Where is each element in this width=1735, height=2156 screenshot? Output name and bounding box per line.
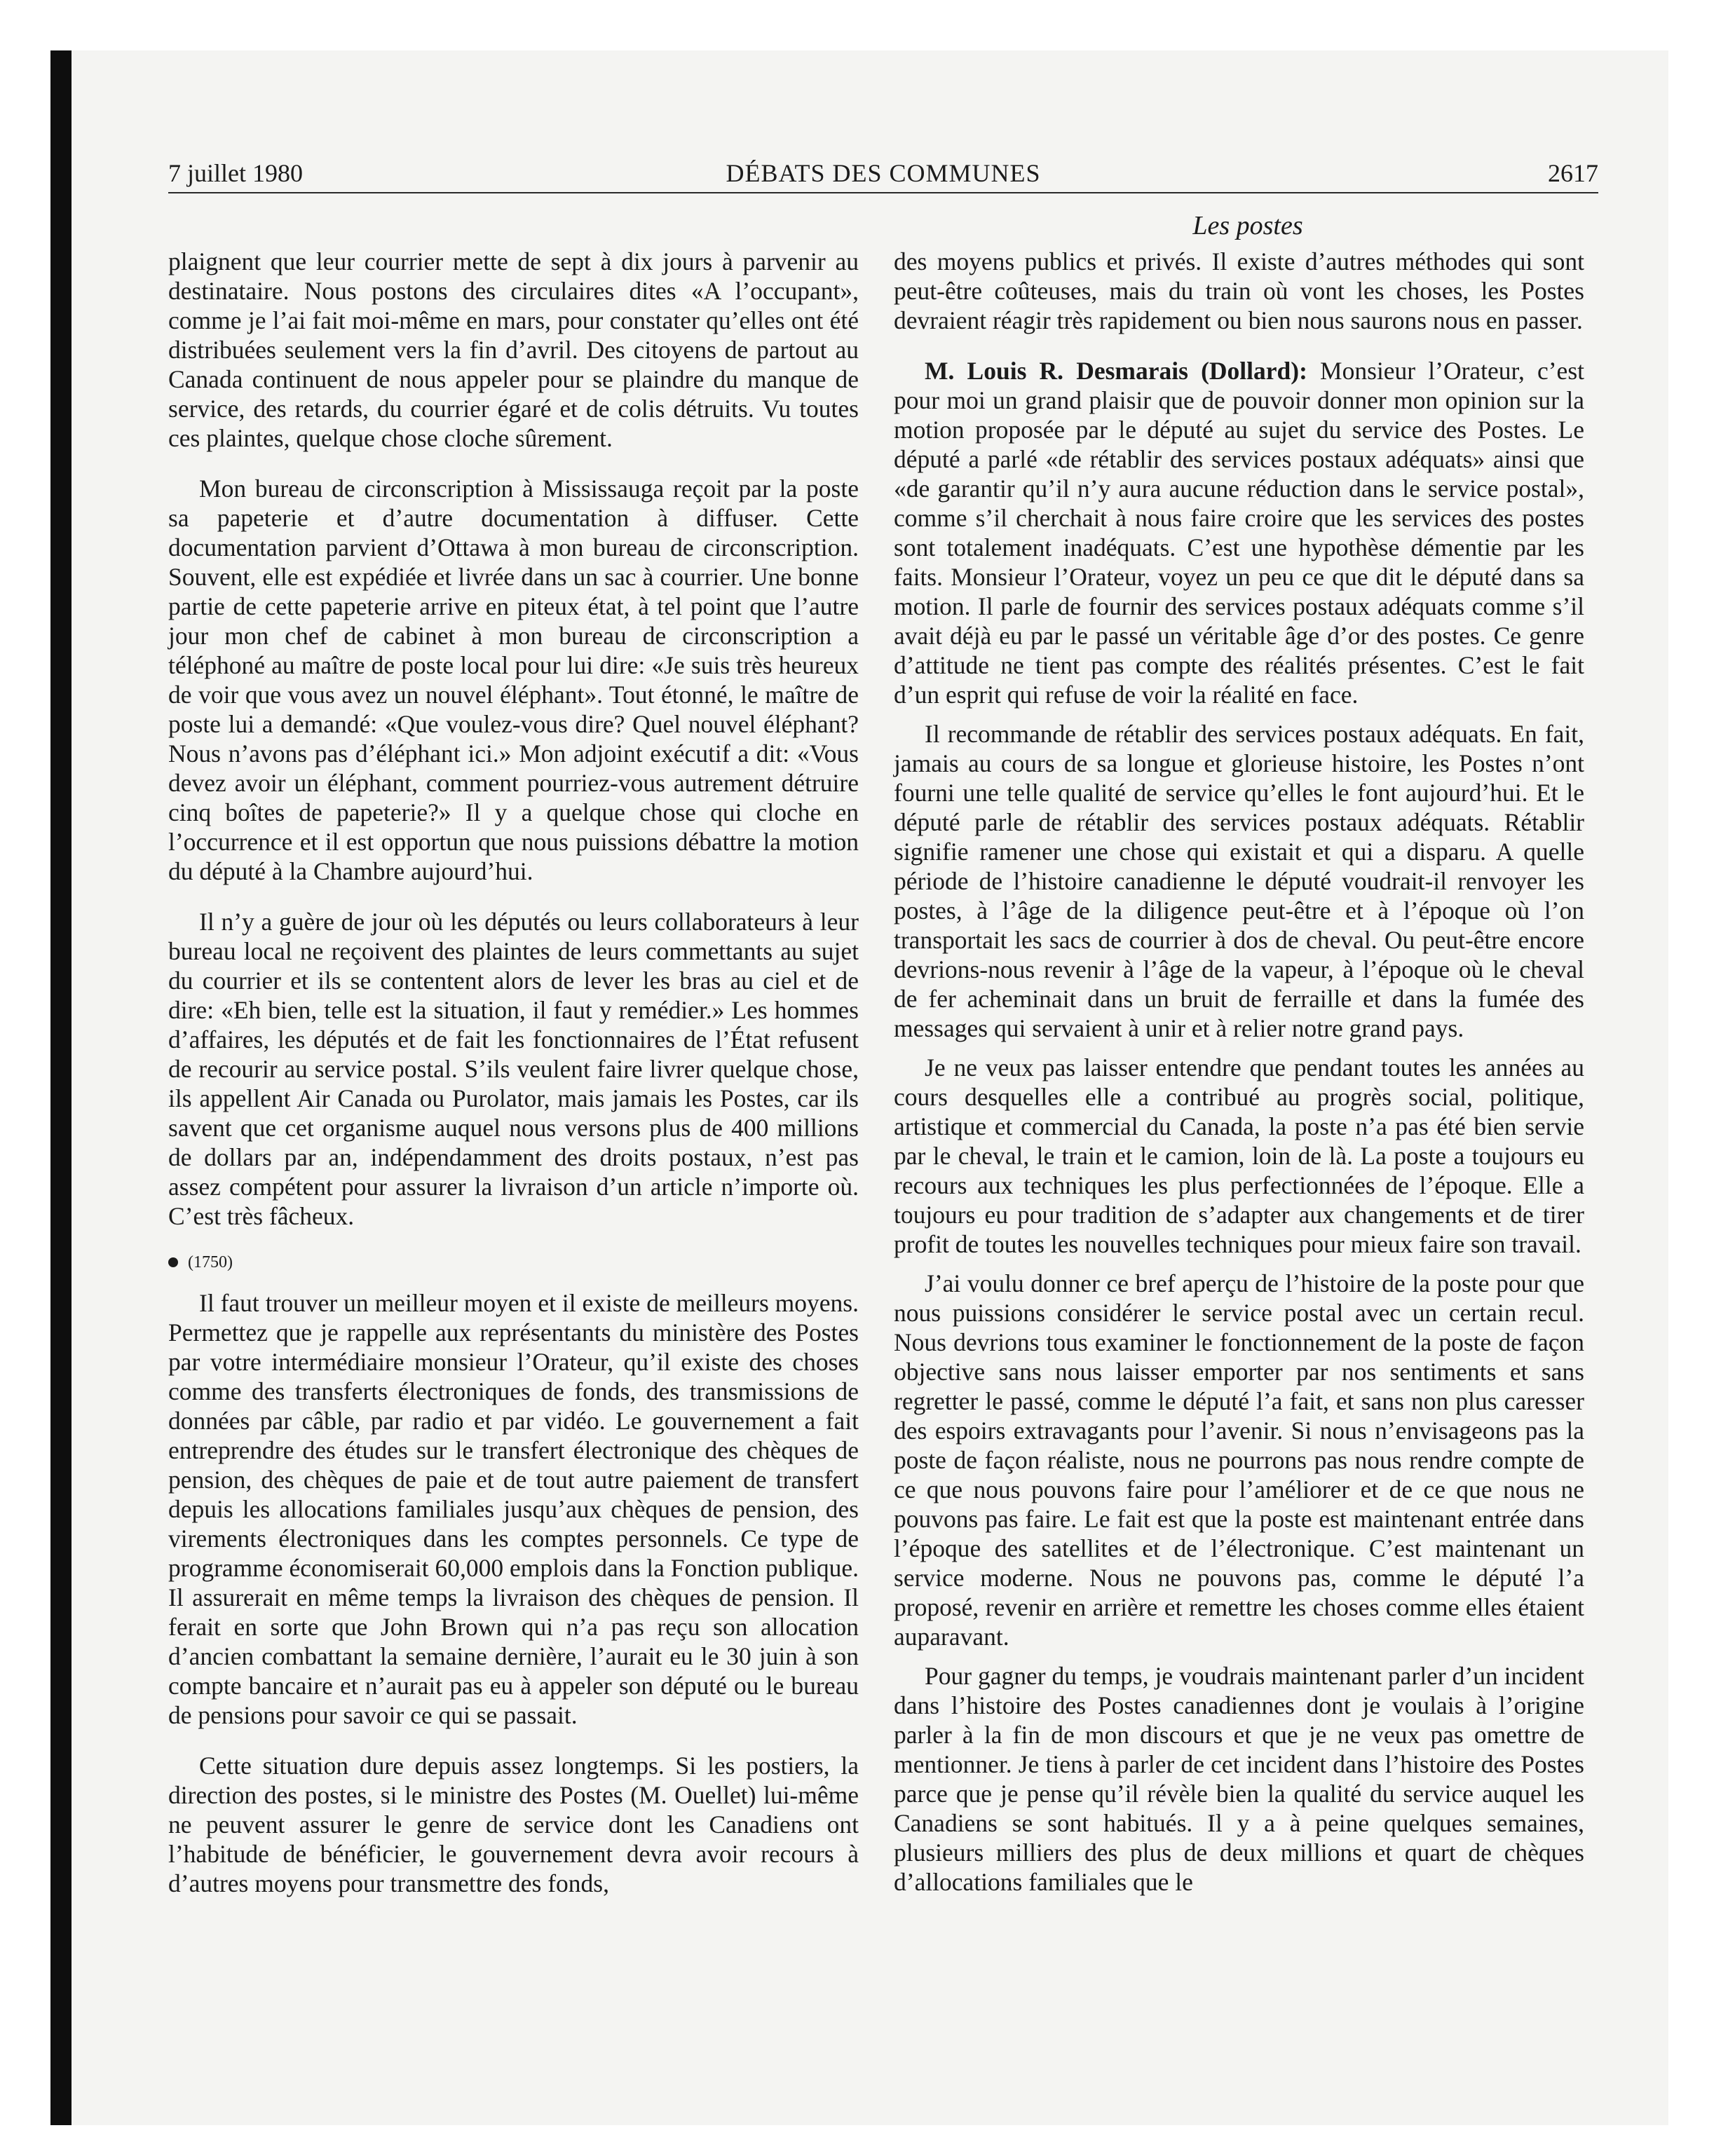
left-paragraph-4: Il faut trouver un meilleur moyen et il existe de meilleurs moyens. Permettez que je rappelle aux représentants du ministère des Postes par votre intermédiaire monsieur l’Orateur, qu’il existe des choses comme des transferts électroniques de fonds, des transmissions de données par câble, par radio et par vidéo. Le gouvernement a fait entreprendre des études sur le transfert électronique des chèques de pension, des chèques de paie et de tout autre paiement de transfert depuis les allocations familiales jusqu’aux chèques de pension, des virements électroniques dans les comptes personnels. Ce type de programme économiserait 60,000 emplois dans la Fonction publique. Il assurerait en même temps la livraison des chèques de pension. Il ferait en sorte que John Brown qui n’a pas reçu son allocation d’ancien combattant la semaine dernière, l’aurait eu le 30 juin à son compte bancaire et n’aurait pas eu à appeler son député ou le bureau de pensions pour savoir ce qui se passait.: [168, 1289, 859, 1729]
right-paragraph-5: J’ai voulu donner ce bref aperçu de l’histoire de la poste pour que nous puissions considérer le service postal avec un certain recul. Nous devrions tous examiner le fonctionnement de la poste de façon objective sans nous laisser emporter par nos sentiments et sans regretter le passé, comme le député l’a fait, et sans non plus caresser des espoirs extravagants pour l’avenir. Si nous n’envisageons pas la poste de façon réaliste, nous ne pourrons pas nous rendre compte de ce que nous pouvons faire pour l’améliorer et de ce que nous ne pouvons pas faire. Le fait est que la poste est maintenant entrée dans l’époque des satellites et de l’électronique. C’est maintenant un service moderne. Nous ne pouvons pas, comme le député l’a proposé, revenir en arrière et remettre les choses comme elles étaient auparavant.: [894, 1269, 1584, 1651]
page-number: 2617: [1548, 159, 1598, 187]
right-paragraph-6: Pour gagner du temps, je voudrais maintenant parler d’un incident dans l’histoire des Postes canadiennes dont je voulais à l’origine parler à la fin de mon discours et que je ne veux pas omettre de mentionner. Je tiens à parler de cet incident dans l’histoire des Postes parce que je pense qu’il révèle bien la qualité du service auquel les Canadiens se sont habitués. Il y a à peine quelques semaines, plusieurs milliers des plus de deux millions et quart de chèques d’allocations familiales que le: [894, 1662, 1584, 1896]
right-paragraph-3: Il recommande de rétablir des services postaux adéquats. En fait, jamais au cours de sa longue et glorieuse histoire, les Postes n’ont fourni une telle qualité de service qu’elles le font aujourd’hui. Et le député parle de rétablir des services postaux adéquats. Rétablir signifie ramener une chose qui existait et qui a disparu. A quelle période de l’histoire canadienne le député voudrait-il renvoyer les postes, à l’âge de la diligence peut-être et à l’époque où l’on transportait les sacs de courrier à dos de cheval. Ou peut-être encore devrions-nous revenir à l’âge de la vapeur, à l’époque où le cheval de fer acheminait dans un bruit de ferraille et dans la fumée des messages qui servaient à unir et à relier notre grand pays.: [894, 720, 1584, 1042]
bullet-icon: [168, 1257, 178, 1267]
right-paragraph-4: Je ne veux pas laisser entendre que pendant toutes les années au cours desquelles elle a contribué au progrès social, politique, artistique et commercial du Canada, la poste n’a pas été bien servie par le cheval, le train et le camion, loin de là. La poste a toujours eu recours aux techniques les plus perfectionnées de l’époque. Elle a toujours eu pour tradition de s’adapter aux changements et de tirer profit de toutes les nouvelles techniques pour mieux faire son travail.: [894, 1053, 1584, 1258]
speaker-text: Monsieur l’Orateur, c’est pour moi un grand plaisir que de pouvoir donner mon opinion sur la motion proposée par le député au sujet du service des Postes. Le député a parlé «de rétablir des services postaux adéquats» ainsi que «de garantir qu’il n’y aura aucune réduction dans le service postal», comme s’il cherchait à nous faire croire que les services des postes sont totalement inadéquats. C’est une hypothèse démentie par les faits. Monsieur l’Orateur, voyez un peu ce que dit le député dans sa motion. Il parle de fournir des services postaux adéquats comme s’il avait déjà eu par le passé un véritable âge d’or des postes. Ce genre d’attitude ne tient pas compte des réalités présentes. C’est le fait d’un esprit qui refuse de voir la réalité en face.: [894, 357, 1584, 709]
section-subject: Les postes: [1192, 211, 1303, 240]
speaker-paragraph: [894, 356, 1584, 709]
time-marker-label: (1750): [188, 1253, 233, 1271]
left-paragraph-1: plaignent que leur courrier mette de sept à dix jours à parvenir au destinataire. Nous postons des circulaires dites «A l’occupant», comme je l’ai fait moi-même en mars, pour constater qu’elles ont été distribuées seulement vers la fin d’avril. Des citoyens de partout au Canada continuent de nous appeler pour se plaindre du manque de service, des retards, du courrier égaré et de colis détruits. Vu toutes ces plaintes, quelque chose cloche sûrement.: [168, 247, 859, 452]
left-paragraph-5: Cette situation dure depuis assez longtemps. Si les postiers, la direction des postes, si le ministre des Postes (M. Ouellet) lui-même ne peuvent assurer le genre de service dont les Canadiens ont l’habitude de bénéficier, le gouvernement devra avoir recours à d’autres moyens pour transmettre des fonds,: [168, 1752, 859, 1897]
speaker-name: M. Louis R. Desmarais (Dollard):: [925, 357, 1307, 385]
right-paragraph-1: des moyens publics et privés. Il existe d’autres méthodes qui sont peut-être coûteuses, mais du train où vont les choses, les Postes devraient réagir très rapidement ou bien nous saurons nous en passer.: [894, 247, 1584, 334]
page-header: [168, 156, 1598, 193]
left-paragraph-3: Il n’y a guère de jour où les députés ou leurs collaborateurs à leur bureau local ne reçoivent des plaintes de leurs commettants au sujet du courrier et ils se contentent alors de lever les bras au ciel et de dire: «Eh bien, telle est la situation, il faut y remédier.» Les hommes d’affaires, les députés et de fait les fonctionnaires de l’État refusent de recourir au service postal. S’ils veulent faire livrer quelque chose, ils appellent Air Canada ou Purolator, mais jamais les Postes, car ils savent que cet organisme auquel nous versons plus de 400 millions de dollars par an, indépendamment des droits postaux, n’est pas assez compétent pour assurer la livraison d’un article n’importe où. C’est très fâcheux.: [168, 908, 859, 1230]
left-paragraph-2: Mon bureau de circonscription à Mississauga reçoit par la poste sa papeterie et d’autre documentation à diffuser. Cette documentation parvient d’Ottawa à mon bureau de circonscription. Souvent, elle est expédiée et livrée dans un sac à courrier. Une bonne partie de cette papeterie arrive en piteux état, à tel point que l’autre jour mon chef de cabinet à mon bureau de circonscription a téléphoné au maître de poste local pour lui dire: «Je suis très heureux de voir que vous avez un nouvel éléphant». Tout étonné, le maître de poste lui a demandé: «Que voulez-vous dire? Quel nouvel éléphant? Nous n’avons pas d’éléphant ici.» Mon adjoint exécutif a dit: «Vous devez avoir un éléphant, comment pourriez-vous autrement détruire cinq boîtes de papeterie?» Il y a quelque chose qui cloche en l’occurrence et il est opportun que nous puissions débattre la motion du député à la Chambre aujourd’hui.: [168, 475, 859, 885]
header-date: 7 juillet 1980: [168, 159, 303, 187]
time-marker: [168, 1248, 859, 1277]
header-title: DÉBATS DES COMMUNES: [726, 159, 1041, 187]
scan-border: [50, 50, 72, 2125]
right-column: [894, 247, 1584, 1906]
left-column: [168, 247, 859, 1908]
